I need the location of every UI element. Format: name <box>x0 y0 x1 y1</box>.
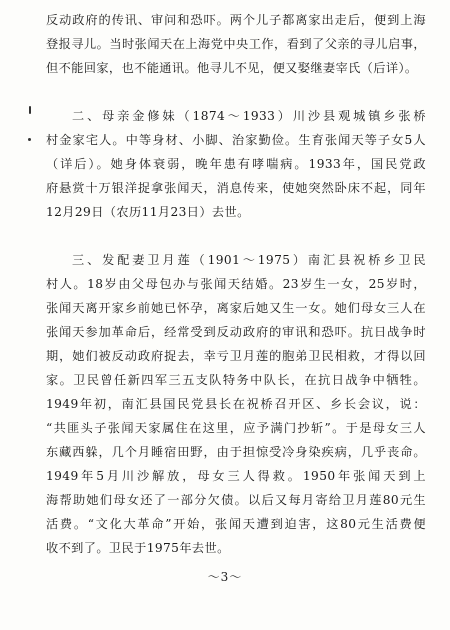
text-line: 东藏西躲，几个月睡宿田野，由于担惊受冷身染疾病，几乎丧命。 <box>46 445 426 459</box>
text-line: “共匪头子张闻天家属住在这里，应予满门抄斩”。于是母女三人 <box>46 421 426 435</box>
text-line: 1949年5月川沙解放，母女三人得救。1950年张闻天到上 <box>46 469 426 483</box>
text-line: 海帮助她们母女还了一部分欠债。以后又每月寄给卫月莲80元生 <box>46 493 426 507</box>
text-line: 村金家宅人。中等身材、小脚、治家勤俭。生育张闻天等子女5人 <box>46 133 426 147</box>
text-line: 张闻天离开家乡前她已怀孕，离家后她又生一女。她们母女三人在 <box>46 301 426 315</box>
text-line: 二、母亲金修妹（1874～1933）川沙县观城镇乡张桥 <box>72 109 426 123</box>
text-line: 但不能回家，也不能通讯。他寻儿不见，便又娶继妻宰氏（后详）。 <box>46 61 418 75</box>
text-line: 活费。“文化大革命”开始，张闻天遭到迫害，这80元生活费便 <box>46 517 426 531</box>
text-line: 家。卫民曾任新四军三五支队特务中队长，在抗日战争中牺牲。 <box>46 373 426 387</box>
text-line: 期，她们被反动政府捉去，幸亏卫月莲的胞弟卫民相救，才得以回 <box>46 349 426 363</box>
blank-line <box>46 80 426 104</box>
text-line: 村人。18岁由父母包办与张闻天结婚。23岁生一女，25岁时， <box>46 277 426 291</box>
text-line: 三、发配妻卫月莲（1901～1975）南汇县祝桥乡卫民 <box>72 253 426 267</box>
text-line: 登报寻儿。当时张闻天在上海党中央工作，看到了父亲的寻儿启事， <box>46 37 426 51</box>
blank-line <box>46 224 426 248</box>
text-line: 收不到了。卫民于1975年去世。 <box>46 541 230 555</box>
text-line: 张闻天参加革命后，经常受到反动政府的审讯和恐吓。抗日战争时 <box>46 325 426 339</box>
document-body <box>46 8 426 560</box>
page-number: ～3～ <box>207 570 243 584</box>
text-line: 12月29日（农历11月23日）去世。 <box>46 205 250 219</box>
margin-ink-mark <box>29 106 31 114</box>
margin-ink-dot <box>28 138 31 141</box>
text-line: 1949年初，南汇县国民党县长在祝桥召开区、乡长会议，说： <box>46 397 426 411</box>
text-line: 反动政府的传讯、审问和恐吓。两个儿子都离家出走后，便到上海 <box>46 13 426 27</box>
text-line: （详后）。她身体衰弱，晚年患有哮喘病。1933年，国民党政 <box>46 157 426 171</box>
text-line: 府悬赏十万银洋捉拿张闻天，消息传来，使她突然卧床不起，同年 <box>46 181 426 195</box>
